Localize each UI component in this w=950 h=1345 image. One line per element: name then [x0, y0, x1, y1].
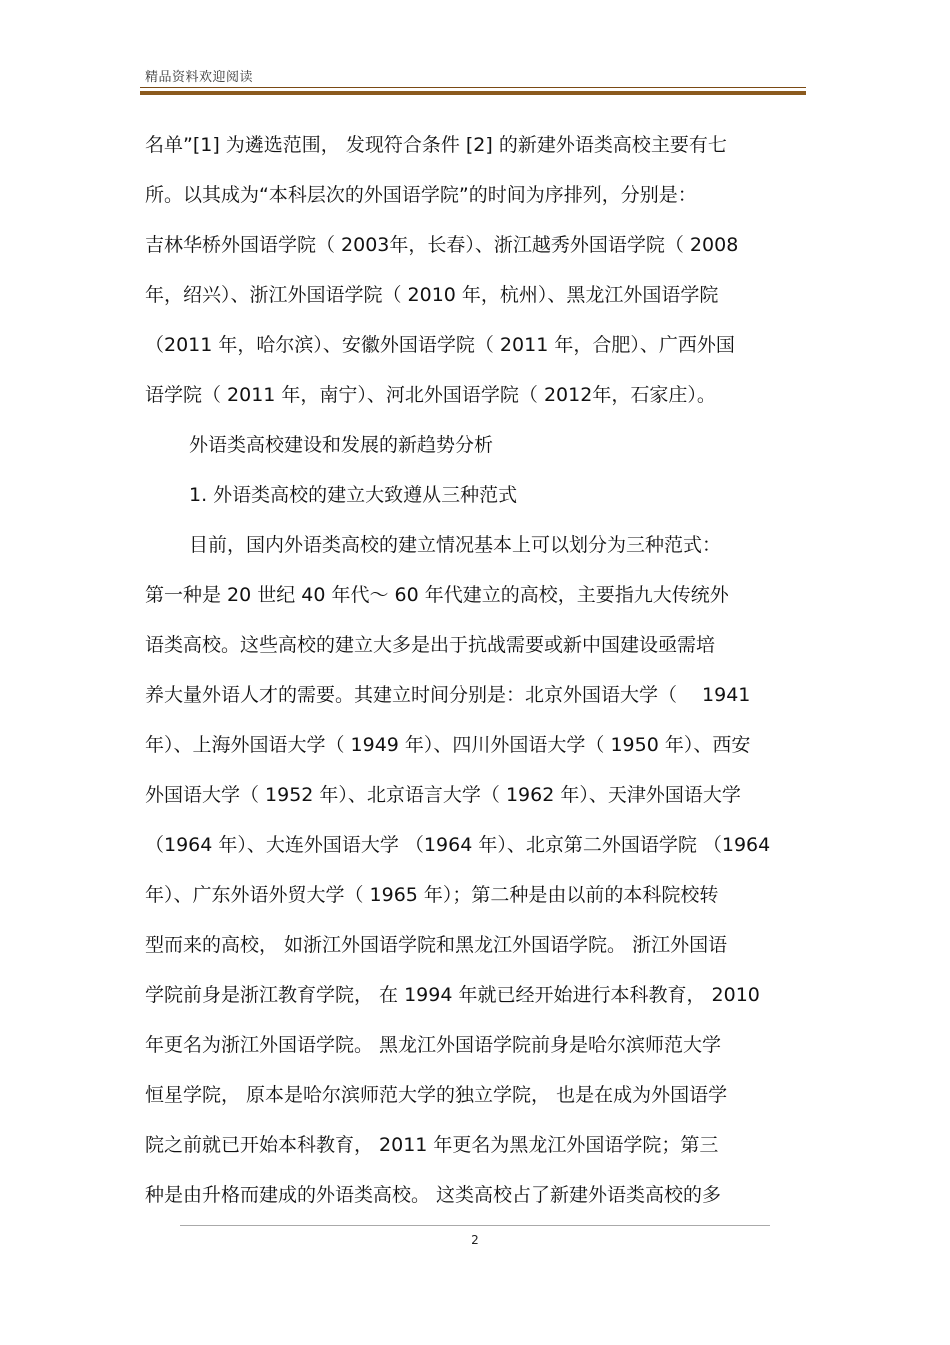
- text-line: 院之前就已开始本科教育， 2011 年更名为黑龙江外国语学院；第三: [145, 1134, 719, 1156]
- running-header: 精品资料欢迎阅读: [145, 70, 254, 85]
- text-line: 语学院（ 2011 年，南宁）、河北外国语学院（ 2012年，石家庄）。: [145, 384, 716, 406]
- text-line: 所。以其成为“本科层次的外国语学院”的时间为序排列，分别是：: [145, 184, 697, 206]
- text-line: 外国语大学（ 1952 年）、北京语言大学（ 1962 年）、天津外国语大学: [145, 784, 741, 806]
- text-line: （2011 年，哈尔滨）、安徽外国语学院（ 2011 年，合肥）、广西外国: [145, 334, 735, 356]
- text-line: 目前，国内外语类高校的建立情况基本上可以划分为三种范式：: [189, 534, 722, 556]
- text-line: 恒星学院， 原本是哈尔滨师范大学的独立学院， 也是在成为外国语学: [145, 1084, 728, 1106]
- text-line: 吉林华桥外国语学院（ 2003年，长春）、浙江越秀外国语学院（ 2008: [145, 234, 739, 256]
- text-line: 年）、上海外国语大学（ 1949 年）、四川外国语大学（ 1950 年）、西安: [145, 734, 751, 756]
- text-line: 语类高校。这些高校的建立大多是出于抗战需要或新中国建设亟需培: [145, 634, 716, 656]
- header-rule-thick: [140, 91, 806, 95]
- text-line: 年更名为浙江外国语学院。 黑龙江外国语学院前身是哈尔滨师范大学: [145, 1034, 722, 1056]
- body-text: [145, 120, 815, 1220]
- section-heading: 外语类高校建设和发展的新趋势分析: [189, 434, 494, 456]
- header-rule-thin: [140, 87, 806, 88]
- text-line: 养大量外语人才的需要。其建立时间分别是：北京外国语大学（ 1941: [145, 684, 751, 706]
- text-line: 年）、广东外语外贸大学（ 1965 年）；第二种是由以前的本科院校转: [145, 884, 719, 906]
- footer-rule: [180, 1225, 770, 1226]
- subsection-heading: 1. 外语类高校的建立大致遵从三种范式: [189, 484, 518, 506]
- page-number: 2: [471, 1233, 479, 1247]
- text-line: 年，绍兴）、浙江外国语学院（ 2010 年，杭州）、黑龙江外国语学院: [145, 284, 719, 306]
- text-line: 型而来的高校， 如浙江外国语学院和黑龙江外国语学院。 浙江外国语: [145, 934, 728, 956]
- text-line: 名单”[1] 为遴选范围， 发现符合条件 [2] 的新建外语类高校主要有七: [145, 134, 727, 156]
- text-line: 种是由升格而建成的外语类高校。 这类高校占了新建外语类高校的多: [145, 1184, 722, 1206]
- text-line: 学院前身是浙江教育学院， 在 1994 年就已经开始进行本科教育， 2010: [145, 984, 760, 1006]
- text-line: （1964 年）、大连外国语大学 （1964 年）、北京第二外国语学院 （1964: [145, 834, 771, 856]
- text-line: 第一种是 20 世纪 40 年代～ 60 年代建立的高校，主要指九大传统外: [145, 584, 729, 606]
